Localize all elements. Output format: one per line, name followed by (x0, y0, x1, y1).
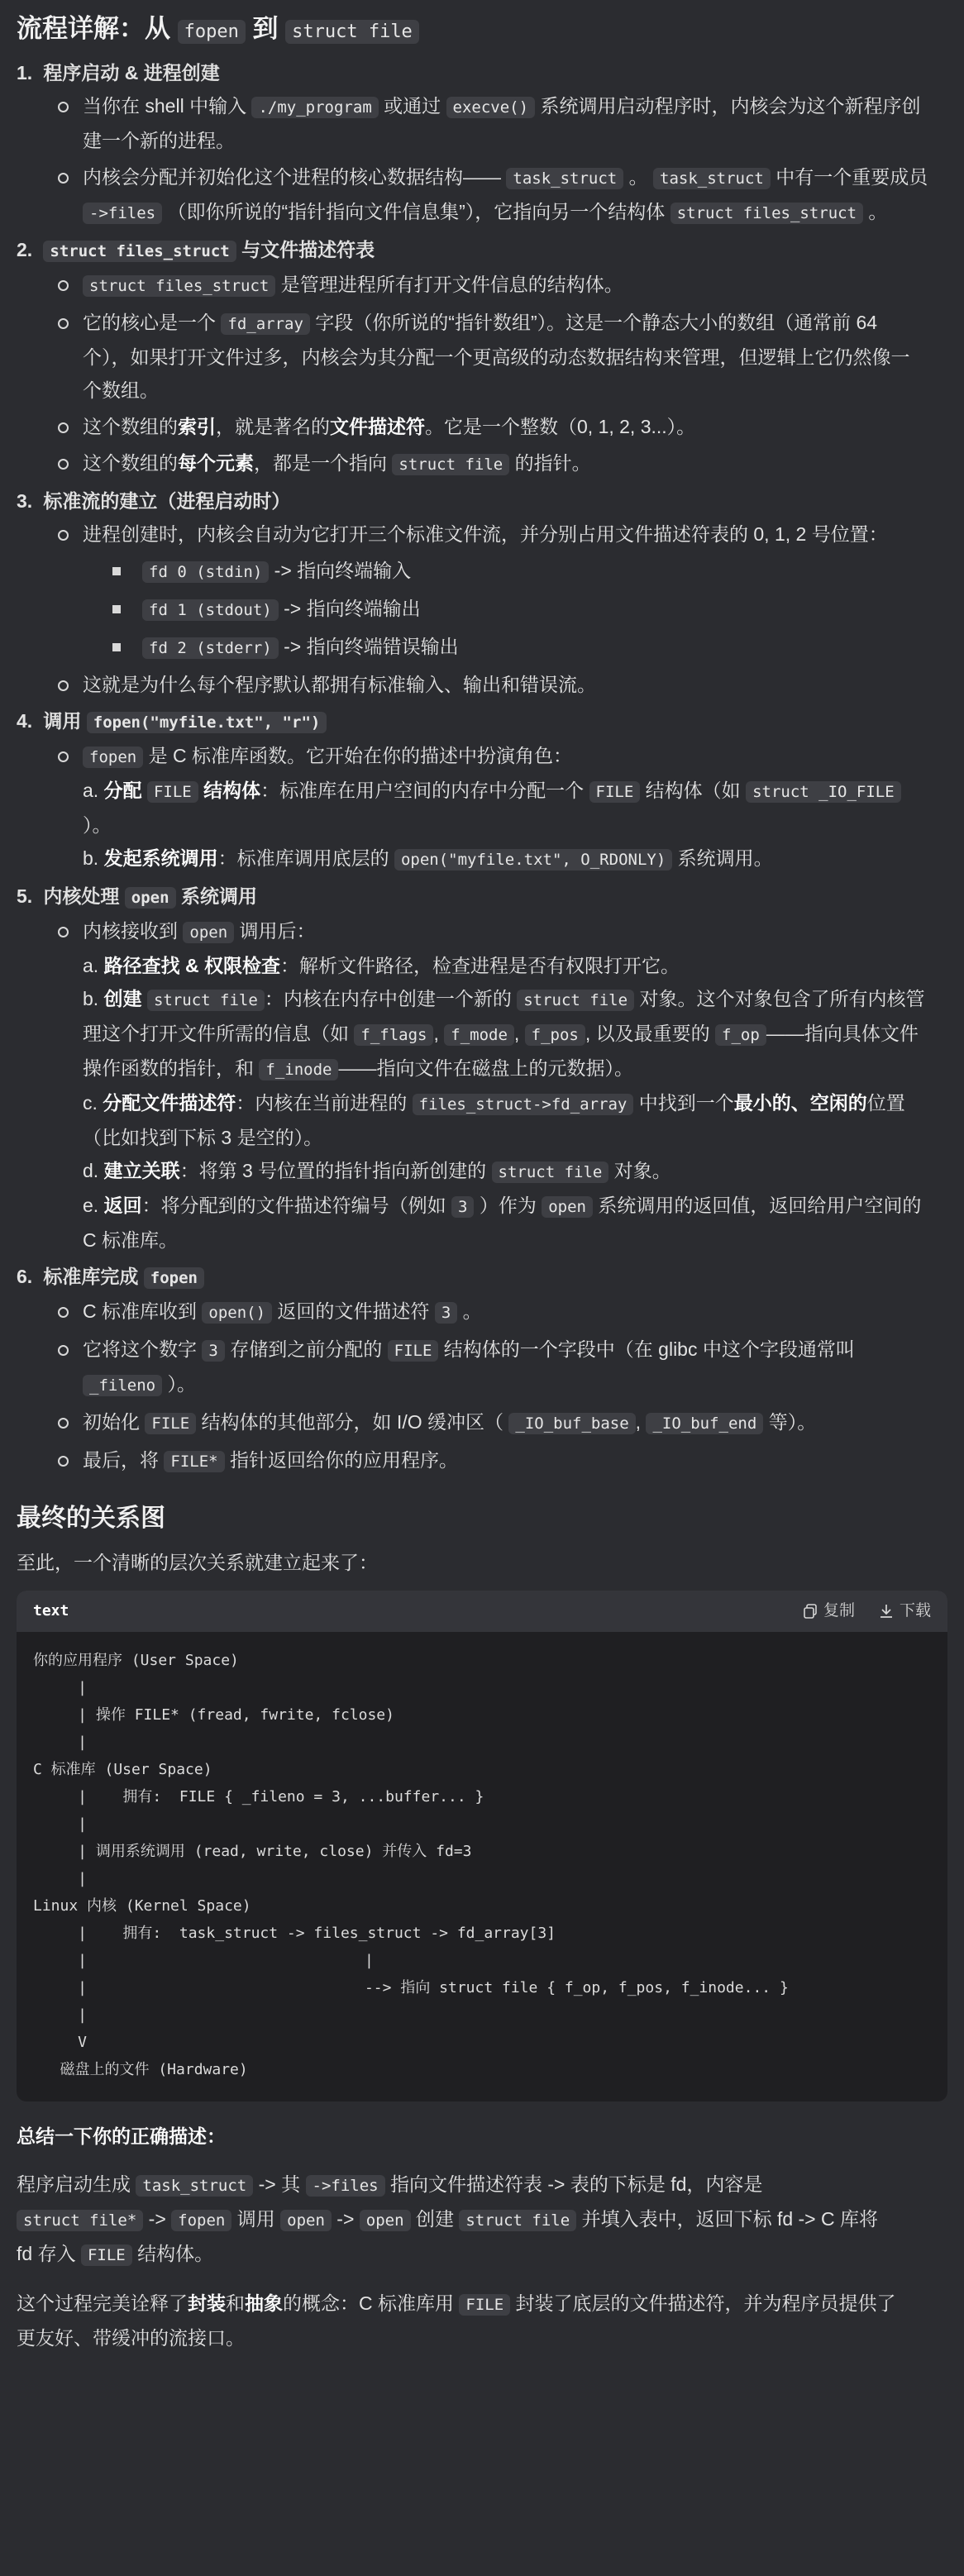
list-item: 初始化 FILE 结构体的其他部分，如 I/O 缓冲区（ _IO_buf_base , _IO_buf_end 等）。 (58, 1405, 964, 1440)
code-block (17, 1591, 947, 2101)
code-line: | --> 指向 struct file { f_op, f_pos, f_inode... } (33, 1979, 789, 1996)
code-block-body (17, 1632, 947, 2101)
list-item: 这就是为什么每个程序默认都拥有标准输入、输出和错误流。 (58, 668, 964, 701)
code-language: text (33, 1602, 69, 1620)
copy-icon (802, 1603, 818, 1620)
list-item: 它将这个数字 3 存储到之前分配的 FILE 结构体的一个字段中（在 glibc 中这个字段通常叫 _fileno ）。 (58, 1333, 964, 1402)
code-line: | (33, 1734, 88, 1751)
list-item: 它的核心是一个 fd_array 字段（你所说的“指针数组”）。这是一个静态大小的数组（通常前 64 个），如果打开文件过多，内核会为其分配一个更高级的动态数据结构来管理，但逻辑上它仍然像一 个数组。 (58, 306, 964, 407)
code-line: V (33, 2034, 88, 2051)
code-line: | 拥有: task_struct -> files_struct -> fd_array[3] (33, 1925, 556, 1942)
sub-list-item: fd 0 (stdin) -> 指向终端输入 (112, 554, 964, 589)
list-item: struct files_struct 是管理进程所有打开文件信息的结构体。 (58, 268, 964, 303)
intro-text: 至此，一个清晰的层次关系就建立起来了： (17, 1552, 378, 1573)
page-title: 流程详解：从 fopen 到 struct file (17, 0, 964, 53)
download-icon (878, 1603, 895, 1620)
code-line: | 调用系统调用 (read, write, close) 并传入 fd=3 (33, 1843, 472, 1860)
code-line: Linux 内核 (Kernel Space) (33, 1897, 251, 1915)
list-item: C 标准库收到 open() 返回的文件描述符 3 。 (58, 1295, 964, 1329)
content (17, 0, 964, 2354)
inline-code: fopen (178, 20, 246, 44)
code-block-header (17, 1591, 947, 1632)
list-item: fopen 是 C 标准库函数。它开始在你的描述中扮演角色： a. 分配 FILE 结构体：标准库在用户空间的内存中分配一个 FILE 结构体（如 struct _IO_FILE ）。 b. 发起系统调用：标准库调用底层的 open("myfile.txt", O_RDONLY) 系统调用。 (58, 739, 964, 876)
list-item: 这个数组的每个元素，都是一个指向 struct file 的指针。 (58, 446, 964, 481)
code-line: | | (33, 1952, 374, 1969)
section-2-heading: 2. struct files_struct 与文件描述符表 (17, 239, 375, 260)
section-4-heading: 4. 调用 fopen("myfile.txt", "r") (17, 704, 964, 739)
section-1-heading: 1. 程序启动 & 进程创建 (17, 62, 220, 83)
list-item: 当你在 shell 中输入 ./my_program 或通过 execve() 系统调用启动程序时，内核会为这个新程序创 建一个新的进程。 (58, 89, 964, 157)
code-line: | (33, 2006, 88, 2024)
section-3-heading: 3. 标准流的建立（进程启动时） (17, 490, 291, 512)
code-line: 磁盘上的文件 (Hardware) (33, 2061, 248, 2078)
code-line: 你的应用程序 (User Space) (33, 1652, 239, 1669)
section-heading-diagram: 最终的关系图 (17, 1505, 165, 1532)
code-line: C 标准库 (User Space) (33, 1761, 212, 1778)
code-line: | 操作 FILE* (fread, fwrite, fclose) (33, 1706, 394, 1724)
final-text: 这个过程完美诠释了封装和抽象的概念：C 标准库用 FILE 封装了底层的文件描述符，并为程序员提供了 更友好、带缓冲的流接口。 (17, 2292, 896, 2349)
summary-text: 程序启动生成 task_struct -> 其 ->files 指向文件描述符表 -> 表的下标是 fd，内容是 struct file* -> fopen 调用 open -> open 创建 struct file 并填入表中，返回下标 fd -> C 库将 fd 存入 FILE 结构体。 (17, 2173, 879, 2264)
download-button[interactable]: 下载 (878, 1595, 931, 1628)
code-line: | (33, 1815, 88, 1833)
list-item: 这个数组的索引，就是著名的文件描述符。它是一个整数（0, 1, 2, 3...）。 (58, 410, 964, 443)
sub-list-item: fd 2 (stderr) -> 指向终端错误输出 (112, 630, 964, 665)
section-5-heading: 5. 内核处理 open 系统调用 (17, 885, 257, 907)
sub-list-item: fd 1 (stdout) -> 指向终端输出 (112, 592, 964, 627)
list-item: 内核接收到 open 调用后： a. 路径查找 & 权限检查：解析文件路径，检查进程是否有权限打开它。 b. 创建 struct file ：内核在内存中创建一个新的 struct file 对象。这个对象包含了所有内核管 理这个打开文件所需的信息（如 f_flags , f_mode , f_pos , 以及最重要的 f_op ——指向具体文件 操作函数的指针，和 f_inode ——指向文件在磁盘上的元数据）。 c. 分配文件描述符：内核在当前进程的 files_struct->fd_array 中找到一个最小的、空闲的位置 （比如找到下标 3 是空的）。 d. 建立关联：将第 3 号位置的指针指向新创建的 struct file 对象。 e. 返回：将分配到的文件描述符编号（例如 3 ）作为 open 系统调用的返回值，返回给用户空间的 C 标准库。 (58, 914, 964, 1257)
list-item: 进程创建时，内核会自动为它打开三个标准文件流，并分别占用文件描述符表的 0, 1, 2 号位置： fd 0 (stdin) -> 指向终端输入 fd 1 (stdout) -> 指向终端输出 fd 2 (stderr) -> 指向终端错误输出 (58, 518, 964, 665)
section-6-heading: 6. 标准库完成 fopen (17, 1260, 964, 1295)
code-line: | (33, 1679, 88, 1696)
list-item: 最后，将 FILE* 指针返回给你的应用程序。 (58, 1443, 964, 1478)
inline-code: struct file (285, 20, 419, 44)
copy-button[interactable]: 复制 (802, 1595, 855, 1628)
summary-title: 总结一下你的正确描述： (17, 2125, 226, 2147)
code-line: | (33, 1870, 88, 1887)
list-item: 内核会分配并初始化这个进程的核心数据结构—— task_struct 。 task_struct 中有一个重要成员 ->files （即你所说的“指针指向文件信息集”），它指向另一个结构体 struct files_struct 。 (58, 160, 964, 230)
code-line: | 拥有: FILE { _fileno = 3, ...buffer... } (33, 1788, 484, 1806)
